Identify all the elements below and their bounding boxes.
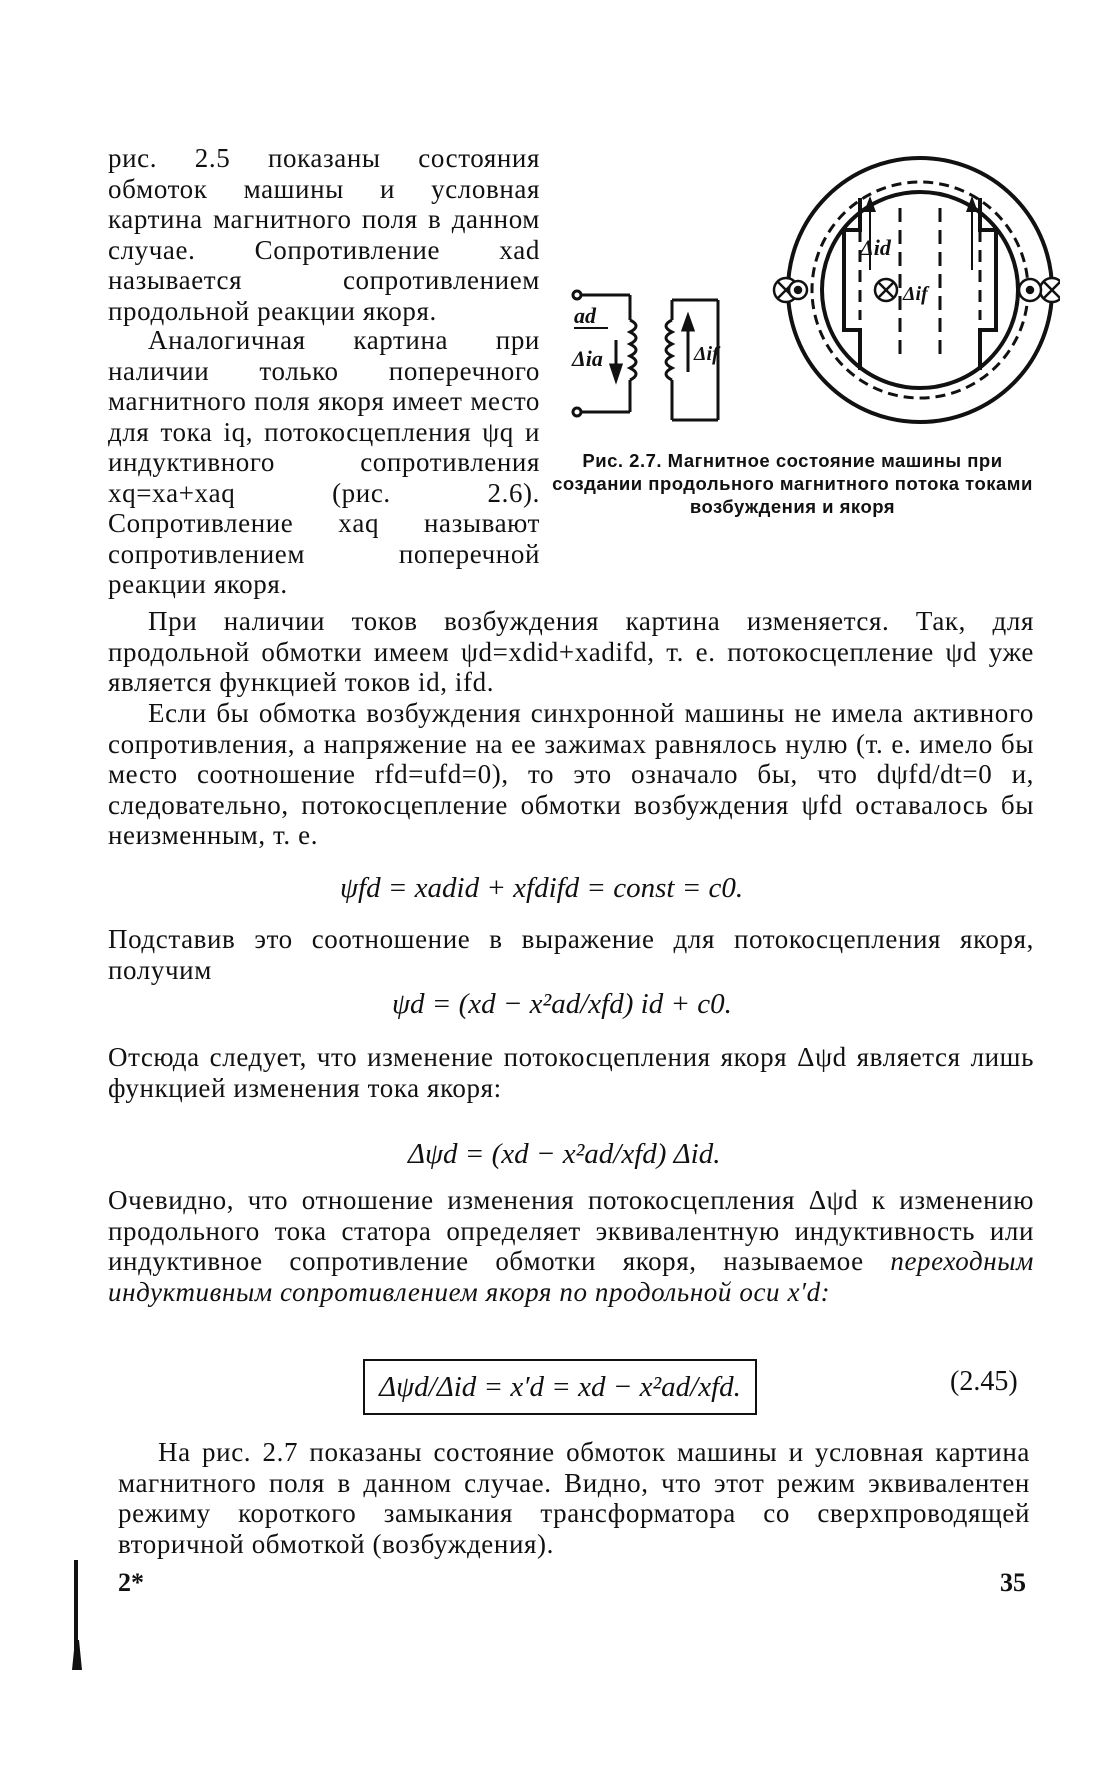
formula-2: ψd = (xd − x²ad/xfd) id + c0.	[392, 988, 732, 1020]
formula-4: Δψd/Δid = x′d = xd − x²ad/xfd.	[379, 1370, 741, 1403]
label-delta-id: Δid	[860, 235, 891, 260]
label-delta-ia: Δia	[572, 346, 603, 371]
equation-number: (2.45)	[950, 1366, 1018, 1397]
boxed-formula	[363, 1359, 757, 1415]
formula-1: ψfd = xadid + xfdifd = const = c0.	[340, 872, 744, 904]
figure-caption: Рис. 2.7. Магнитное состояние машины при создании продольного магнитного потока токами возбуждения и якоря	[552, 450, 1033, 517]
paragraph-3: При наличии токов возбуждения картина изменяется. Так, для продольной обмотки имеем ψd=xdid+xadifd, т. е. потокосцепление ψd уже является функцией токов id, ifd.	[108, 606, 1034, 697]
paragraph-6: Отсюда следует, что изменение потокосцепления якоря Δψd является лишь функцией изменения тока якоря:	[108, 1042, 1034, 1103]
label-delta-if-inner: Δif	[903, 283, 928, 305]
paragraph-7-term: переходным индуктивным сопротивлением якоря по продольной оси x′d:	[108, 1246, 1034, 1307]
paragraph-5: Подставив это соотношение в выражение для потокосцепления якоря, получим	[108, 924, 1034, 985]
paragraph-7	[108, 1185, 1034, 1307]
paragraph-7-text: Очевидно, что отношение изменения потокосцепления Δψd к изменению продольного тока статора определяет эквивалентную индуктивность или индуктивное сопротивление обмотки якоря, называемое	[108, 1185, 1034, 1276]
column-paragraph-1: рис. 2.5 показаны состояния обмоток машины и условная картина магнитного поля в данном случае. Сопротивление xad называется сопротивлением продольной реакции якоря.	[108, 143, 540, 326]
figure-2-7	[560, 140, 1060, 440]
column-paragraph-2: Аналогичная картина при наличии только поперечного магнитного поля якоря имеет место для тока iq, потокосцепления ψq и индуктивного сопротивления xq=xa+xaq (рис. 2.6). Сопротивление xaq называют сопротивлением поперечной реакции якоря.	[108, 325, 540, 599]
paragraph-8: На рис. 2.7 показаны состояние обмоток машины и условная картина магнитного поля в данном случае. Видно, что этот режим эквивалентен режиму короткого замыкания трансформатора со сверхпроводящей вторичной обмоткой (возбуждения).	[118, 1437, 1030, 1559]
paragraph-4: Если бы обмотка возбуждения синхронной машины не имела активного сопротивления, а напряжение на ее зажимах равнялось нулю (т. е. имело бы место соотношение rfd=ufd=0), то это означало бы, что dψfd/dt=0 и, следовательно, потокосцепление обмотки возбуждения ψfd оставалось бы неизменным, т. е.	[108, 698, 1034, 850]
page-number: 35	[1000, 1568, 1026, 1597]
label-ad: ad	[574, 303, 596, 328]
column-paragraph	[108, 143, 540, 326]
formula-3: Δψd = (xd − x²ad/xfd) Δid.	[408, 1138, 721, 1170]
folio-left: 2*	[118, 1568, 144, 1597]
label-delta-if: Δif	[694, 343, 719, 365]
